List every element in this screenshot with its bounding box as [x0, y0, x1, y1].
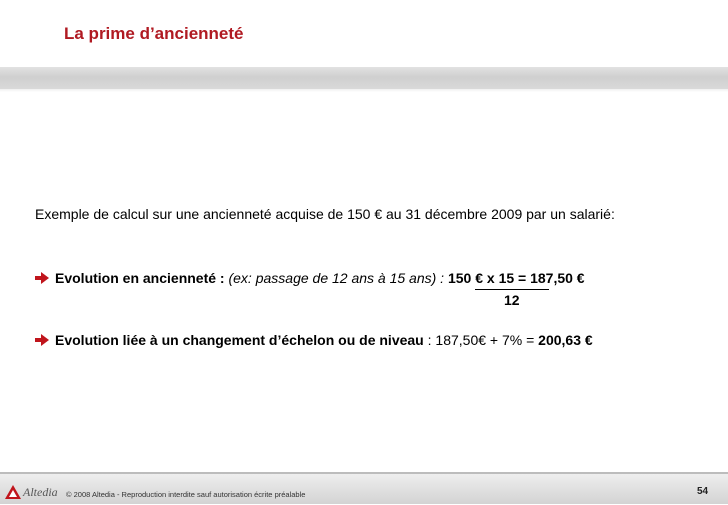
bullet-echelon: [35, 332, 593, 348]
footer-band: [0, 474, 728, 504]
slide-title: La prime d’ancienneté: [64, 24, 244, 43]
bullet-anciennete-note: (ex: passage de 12 ans à 15 ans) :: [228, 270, 445, 286]
bullet-anciennete: [35, 270, 585, 286]
arrow-right-icon: [35, 334, 49, 346]
bullet-echelon-result: 200,63 €: [538, 332, 593, 348]
logo-text: Altedia: [23, 485, 58, 499]
arrow-right-icon: [35, 272, 49, 284]
logo-mark-icon: [4, 484, 22, 500]
intro-text: Exemple de calcul sur une ancienneté acquise de 150 € au 31 décembre 2009 par un salarié:: [35, 206, 615, 222]
fraction-denominator: 12: [504, 292, 520, 308]
bullet-anciennete-label: Evolution en ancienneté :: [55, 270, 225, 286]
bullet-echelon-label: Evolution liée à un changement d’échelon ou de niveau: [55, 332, 424, 348]
bullet-echelon-calc: : 187,50€ + 7% =: [423, 332, 539, 348]
bullet-anciennete-formula: 150 € x 15 = 187,50 €: [447, 270, 585, 286]
header-band-shadow: [0, 89, 728, 92]
page-number: 54: [697, 486, 709, 497]
header-band: [0, 67, 728, 89]
fraction-bar: [475, 289, 549, 290]
copyright-text: © 2008 Altedia - Reproduction interdite sauf autorisation écrite préalable: [66, 490, 306, 499]
altedia-logo-icon: [4, 484, 56, 500]
